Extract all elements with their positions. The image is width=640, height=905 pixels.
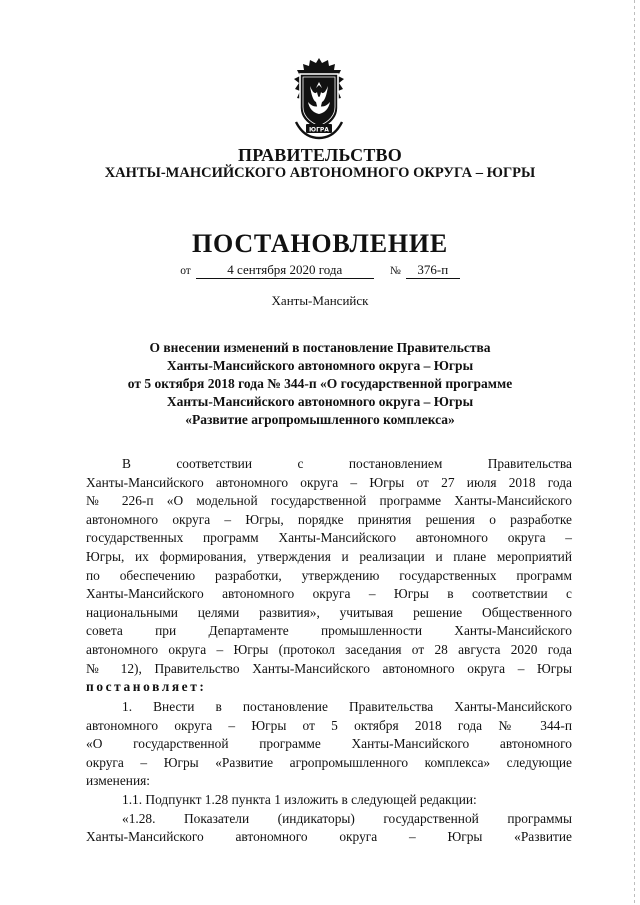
document-type: ПОСТАНОВЛЕНИЕ [191, 229, 449, 258]
text-line: Ханты-Мансийского автономного округа – Югры в соответствии с [86, 586, 572, 602]
city: Ханты-Мансийск [271, 293, 369, 308]
resolves-word: постановляет: [86, 679, 207, 695]
text-line: Ханты-Мансийского автономного округа – Югры от 27 июля 2018 года [86, 474, 572, 490]
paragraph-preamble [86, 455, 572, 697]
document-title [70, 339, 570, 429]
title-line: Ханты-Мансийского автономного округа – Югры [166, 394, 474, 409]
paragraph-item-1 [86, 698, 572, 847]
text-line: национальными целями развития», учитывая решение Общественного [86, 604, 572, 620]
emblem-inscription: ЮГРА [309, 126, 329, 134]
text-line: автономного округа – Югры, порядке принятия решения о разработке [86, 511, 572, 527]
text-line: «О государственной программе Ханты-Мансийского автономного [86, 736, 572, 752]
text-line: 1.1. Подпункт 1.28 пункта 1 изложить в следующей редакции: [122, 791, 477, 807]
region-heading: ХАНТЫ-МАНСИЙСКОГО АВТОНОМНОГО ОКРУГА – ЮГРЫ [104, 165, 536, 181]
text-line: «1.28. Показатели (индикаторы) государственной программы [122, 810, 572, 826]
text-line: В соответствии с постановлением Правительства [122, 456, 572, 471]
text-line: автономного округа – Югры от 5 октября 2018 года № 344-п [86, 717, 572, 733]
title-line: «Развитие агропромышленного комплекса» [185, 412, 455, 427]
text-line: № 226-п «О модельной государственной программе Ханты-Мансийского [86, 493, 572, 509]
text-line: округа – Югры «Развитие агропромышленного комплекса» следующие [86, 754, 572, 770]
date-number-line [0, 262, 640, 279]
title-line: О внесении изменений в постановление Правительства [149, 340, 491, 355]
text-line: Ханты-Мансийского автономного округа – Югры «Развитие [86, 829, 572, 845]
title-line: от 5 октября 2018 года № 344-п «О государственной программе [127, 376, 513, 391]
text-line: изменения: [86, 773, 151, 789]
date-prefix: от [180, 265, 191, 277]
text-line: совета при Департаменте промышленности Ханты-Мансийского [86, 623, 572, 639]
text-line: государственных программ Ханты-Мансийского автономного округа – [86, 530, 572, 546]
number-prefix: № [389, 265, 401, 277]
title-line: Ханты-Мансийского автономного округа – Югры [166, 358, 474, 373]
document-number: 376-п [406, 262, 460, 279]
text-line: Югры, их формирования, утверждения и реализации и плане мероприятий [86, 548, 572, 564]
text-line: 1. Внести в постановление Правительства Ханты-Мансийского [122, 699, 572, 714]
text-line: автономного округа – Югры (протокол заседания от 28 августа 2020 года [86, 641, 572, 657]
coat-of-arms-icon [286, 56, 352, 140]
scan-edge [634, 0, 635, 905]
document-date: 4 сентября 2020 года [196, 262, 374, 279]
government-heading: ПРАВИТЕЛЬСТВО [238, 145, 402, 165]
text-line: № 12), Правительство Ханты-Мансийского автономного округа – Югры [86, 660, 572, 676]
text-line: по обеспечению разработки, утверждению государственных программ [86, 567, 572, 583]
